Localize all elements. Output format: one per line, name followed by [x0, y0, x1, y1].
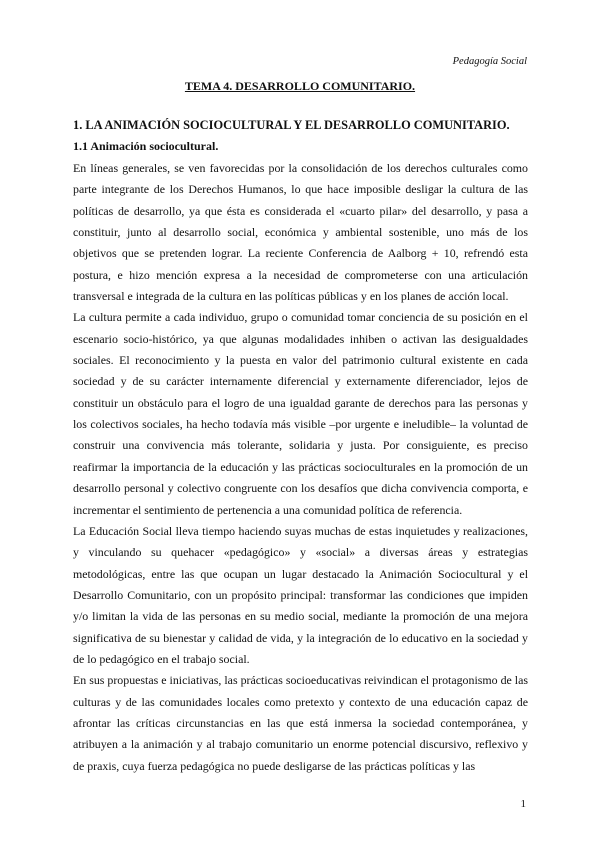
- running-header: Pedagogía Social: [452, 56, 527, 67]
- document-title: TEMA 4. DESARROLLO COMUNITARIO.: [184, 79, 416, 93]
- paragraph: La cultura permite a cada individuo, grupo o comunidad tomar conciencia de su posición en el escenario socio-histórico, ya que algunas modalidades inhiben o activan las desigualdades sociales. El reconocimiento y la puesta en valor del patrimonio cultural existente en cada sociedad y de su carácter internamente diferencial y externamente diferenciador, lejos de constituir un obstáculo para el logro de una igualdad garante de derechos para las personas y los colectivos sociales, ha hecho todavía más visible –por urgente e ineludible– la voluntad de construir una convivencia más tolerante, solidaria y justa. Por consiguiente, es preciso reafirmar la importancia de la educación y las prácticas socioculturales en la promoción de un desarrollo personal y colectivo congruente con los desafíos que dicha convivencia comporta, e incrementar el sentimiento de pertenencia a una comunidad política de referencia.: [73, 310, 528, 517]
- paragraph: La Educación Social lleva tiempo haciendo suyas muchas de estas inquietudes y realizaciones, y vinculando su quehacer «pedagógico» y «social» a diversas áreas y estrategias metodológicas, entre las que ocupan un lugar destacado la Animación Sociocultural y el Desarrollo Comunitario, con un propósito principal: transformar las condiciones que impiden y/o limitan la vida de las personas en su medio social, mediante la promoción de una mejora significativa de su bienestar y calidad de vida, y la integración de lo educativo en la sociedad y de lo pedagógico en el trabajo social.: [73, 523, 528, 666]
- section-heading: 1. LA ANIMACIÓN SOCIOCULTURAL Y EL DESARROLLO COMUNITARIO.: [73, 118, 510, 132]
- page-number: 1: [520, 798, 526, 810]
- paragraph: En líneas generales, se ven favorecidas por la consolidación de los derechos culturales como parte integrante de los Derechos Humanos, lo que hace imposible desligar la cultura de las políticas de desarrollo, ya que ésta es considerada el «cuarto pilar» del desarrollo, y pasa a constituir, junto al desarrollo social, económica y ambiental sostenible, uno más de los objetivos que se pretenden lograr. La reciente Conferencia de Aalborg + 10, refrendó esta postura, e hizo mención expresa a la necesidad de comprometerse con una articulación transversal e integrada de la cultura en las políticas públicas y en los planes de acción local.: [73, 161, 528, 304]
- body-text: [73, 158, 528, 777]
- paragraph: En sus propuestas e iniciativas, las prácticas socioeducativas reivindican el protagonismo de las culturas y de las comunidades locales como pretexto y contexto de una educación capaz de afrontar las críticas circunstancias en las que está inmersa la sociedad contemporánea, y atribuyen a la animación y al trabajo comunitario un enorme potencial discursivo, reflexivo y de praxis, cuya fuerza pedagógica no puede desligarse de las prácticas políticas y las: [73, 673, 528, 773]
- subsection-heading: 1.1 Animación sociocultural.: [73, 139, 219, 153]
